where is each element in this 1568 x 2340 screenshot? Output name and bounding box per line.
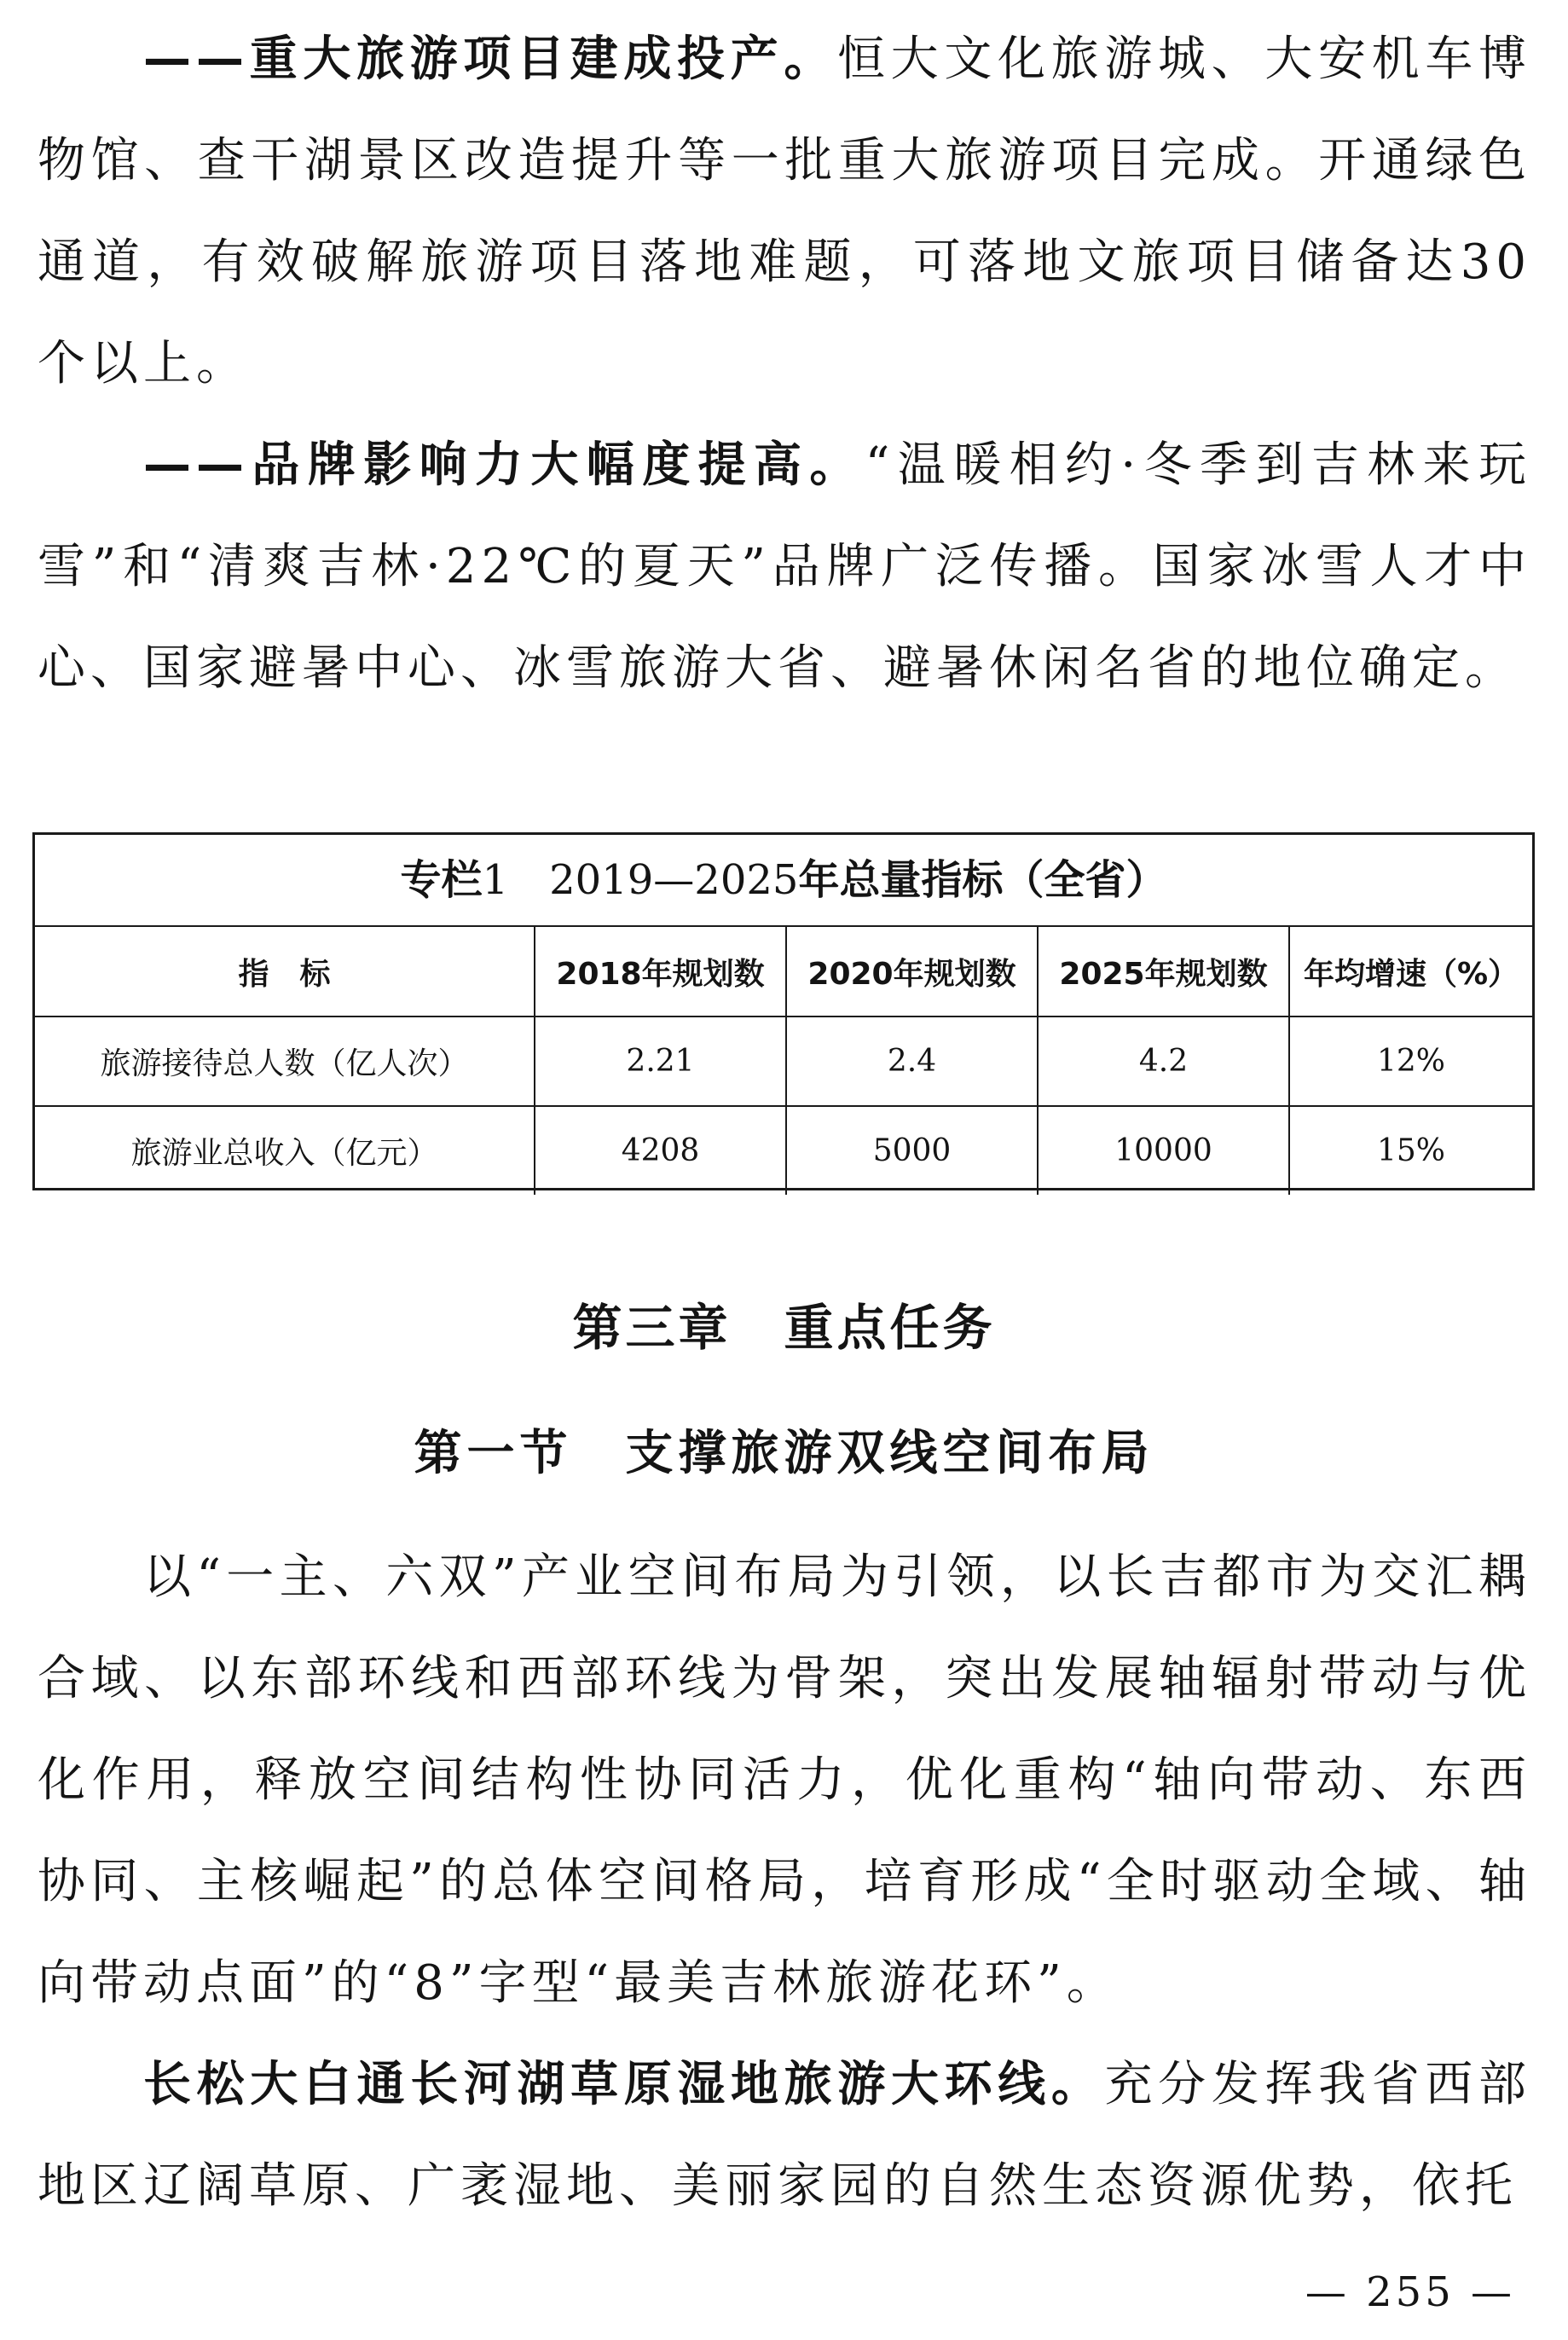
cell-growth: 12%	[1289, 1017, 1532, 1106]
row-label: 旅游接待总人数（亿人次）	[35, 1017, 535, 1106]
header-2018: 2018年规划数	[535, 927, 786, 1017]
paragraph-text: 恒大文化旅游城、大安机车博物馆、查干湖景区改造提升等一批重大旅游项目完成。开通绿色通道，有效破解旅游项目落地难题，可落地文旅项目储备达30个以上。	[38, 32, 1532, 391]
row-label: 旅游业总收入（亿元）	[35, 1106, 535, 1195]
paragraph-major-projects	[38, 9, 1531, 414]
section-heading: 第一节 支撑旅游双线空间布局	[414, 1425, 1154, 1481]
table-row	[35, 1017, 1532, 1106]
paragraph-brand-influence	[38, 414, 1531, 719]
header-2025: 2025年规划数	[1038, 927, 1289, 1017]
indicator-table	[35, 927, 1532, 1195]
cell-growth: 15%	[1376, 1133, 1445, 1168]
page-top-text	[38, 0, 1531, 719]
header-2020: 2020年规划数	[786, 927, 1038, 1017]
cell-2020: 5000	[786, 1106, 1038, 1195]
paragraph-lead: 长松大白通长河湖草原湿地旅游大环线。	[143, 2057, 1105, 2112]
chapter-heading: 第三章 重点任务	[572, 1299, 996, 1357]
cell-2025: 10000	[1038, 1106, 1289, 1195]
table-row	[35, 1106, 1532, 1195]
table-title-years: 2019—2025	[549, 856, 799, 904]
table-title-prefix: 专栏	[400, 856, 483, 904]
indicator-table-box	[32, 832, 1535, 1190]
table-title	[35, 835, 1532, 927]
page-number: — 255 —	[1305, 2268, 1515, 2316]
header-growth: 年均增速（%）	[1289, 927, 1532, 1017]
table-title-number: 1	[482, 856, 509, 904]
paragraph-text: 充分发挥我省西部地区辽阔草原、广袤湿地、美丽家园的自然生态资源优势，依托	[38, 2057, 1532, 2214]
table-title-suffix: 年总量指标（全省）	[798, 856, 1167, 904]
paragraph-spatial-layout: 以“一主、六双”产业空间布局为引领，以长吉都市为交汇耦合域、以东部环线和西部环线为骨架，突出发展轴辐射带动与优化作用，释放空间结构性协同活力，优化重构“轴向带动、东西协同、主核崛起”的总体空间格局，培育形成“全时驱动全域、轴向带动点面”的“8”字型“最美吉林旅游花环”。	[38, 1549, 1531, 2011]
paragraph-text: “温暖相约·冬季到吉林来玩雪”和“清爽吉林·22℃的夏天”品牌广泛传播。国家冰雪人才中心、国家避暑中心、冰雪旅游大省、避暑休闲名省的地位确定。	[38, 437, 1531, 696]
table-header-row	[35, 927, 1532, 1017]
paragraph-western-loop	[38, 2034, 1531, 2237]
paragraph-lead: ——品牌影响力大幅度提高。	[143, 437, 865, 493]
cell-2020: 2.4	[786, 1017, 1038, 1106]
cell-2018: 2.21	[535, 1017, 786, 1106]
cell-2018: 4208	[535, 1106, 786, 1195]
header-indicator: 指 标	[35, 927, 535, 1017]
paragraph-lead: ——重大旅游项目建成投产。	[143, 32, 837, 87]
cell-2025: 4.2	[1038, 1017, 1289, 1106]
page-body-text	[38, 1526, 1531, 2237]
